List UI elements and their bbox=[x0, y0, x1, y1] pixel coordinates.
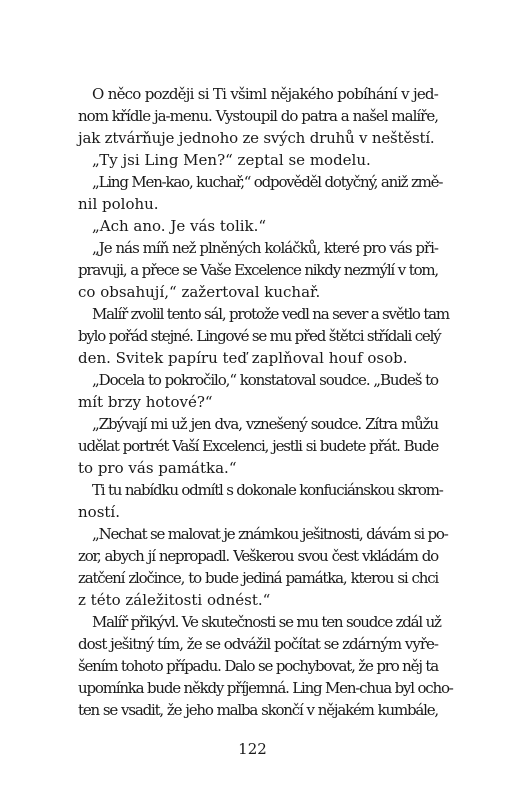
text-line: „Ach ano. Je vás tolik.“ bbox=[92, 217, 267, 235]
text-line: „Docela to pokročilo,“ konstatoval soudce. „Budeš to bbox=[92, 371, 438, 389]
text-line: bylo pořád stejné. Lingové se mu před štětci střídali celý bbox=[78, 327, 441, 345]
text-line: to pro vás památka.“ bbox=[78, 459, 237, 477]
text-line: nil polohu. bbox=[78, 195, 159, 213]
text-line: z této záležitosti odnést.“ bbox=[78, 591, 271, 609]
text-line: dost ješitný tím, že se odvážil počítat se zdárným vyře- bbox=[78, 635, 438, 653]
text-line: pravuji, a přece se Vaše Excelence nikdy nezmýlí v tom, bbox=[78, 261, 438, 279]
text-line: den. Svitek papíru teď zaplňoval houf osob. bbox=[78, 349, 408, 367]
text-line: upomínka bude někdy příjemná. Ling Men-chua byl ocho- bbox=[78, 679, 453, 697]
text-line: Malíř zvolil tento sál, protože vedl na sever a světlo tam bbox=[92, 305, 449, 323]
text-line: ností. bbox=[78, 503, 120, 521]
text-line: „Ty jsi Ling Men?“ zeptal se modelu. bbox=[92, 151, 371, 169]
text-line: Ti tu nabídku odmítl s dokonale konfuciánskou skrom- bbox=[92, 481, 443, 499]
text-line: zor, abych jí nepropadl. Veškerou svou čest vkládám do bbox=[78, 547, 438, 565]
body-text bbox=[78, 83, 453, 721]
text-line: nom křídle ja-menu. Vystoupil do patra a našel malíře, bbox=[78, 107, 438, 125]
text-line: „Zbývají mi už jen dva, vznešený soudce. Zítra můžu bbox=[92, 415, 438, 433]
text-line: mít brzy hotové?“ bbox=[78, 393, 213, 411]
text-line: O něco později si Ti všiml nějakého pobíhání v jed- bbox=[92, 85, 438, 103]
text-line: ten se vsadit, že jeho malba skončí v nějakém kumbále, bbox=[78, 701, 438, 719]
text-line: „Ling Men-kao, kuchař,“ odpověděl dotyčný, aniž změ- bbox=[92, 173, 443, 191]
text-line: „Je nás míň než plněných koláčků, které pro vás při- bbox=[92, 239, 438, 257]
text-line: udělat portrét Vaší Excelenci, jestli si budete přát. Bude bbox=[78, 437, 438, 455]
text-line: „Nechat se malovat je známkou ješitnosti, dávám si po- bbox=[92, 525, 448, 543]
text-line: Malíř přikývl. Ve skutečnosti se mu ten soudce zdál už bbox=[92, 613, 441, 631]
page-number: 122 bbox=[238, 740, 267, 758]
text-line: jak ztvárňuje jednoho ze svých druhů v neštěstí. bbox=[78, 129, 435, 147]
text-line: šením tohoto případu. Dalo se pochybovat, že pro něj ta bbox=[78, 657, 438, 675]
text-line: co obsahují,“ zažertoval kuchař. bbox=[78, 283, 321, 301]
text-line: zatčení zločince, to bude jediná památka, kterou si chci bbox=[78, 569, 438, 587]
